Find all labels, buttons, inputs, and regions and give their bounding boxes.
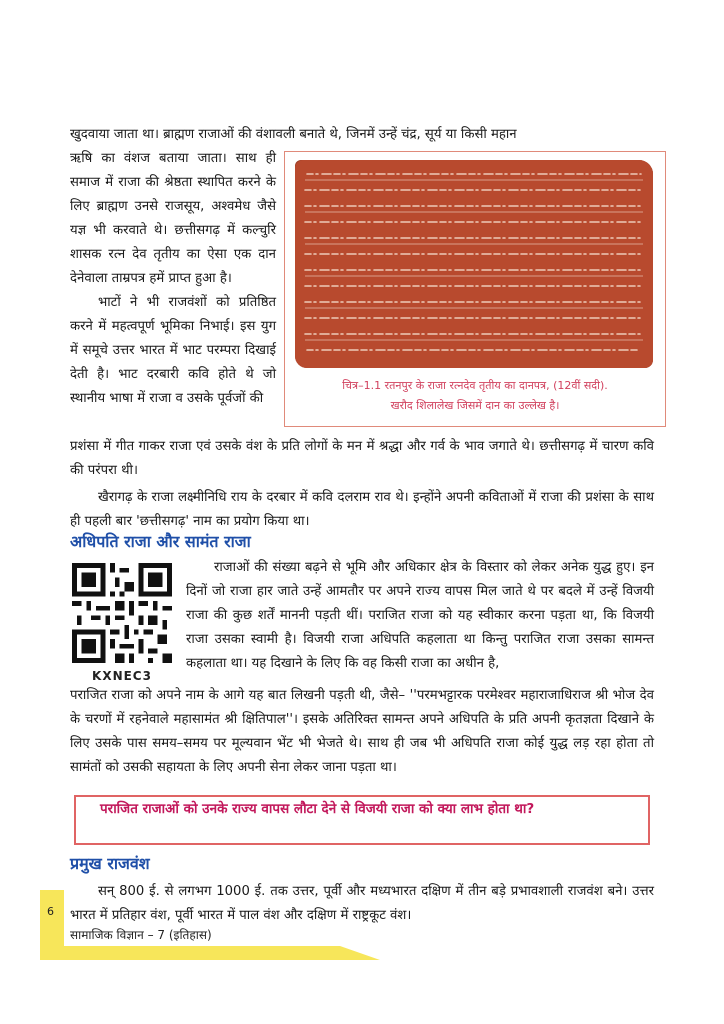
section-heading-pramukh-rajvansh: प्रमुख राजवंश <box>70 854 150 873</box>
footer-book-title: सामाजिक विज्ञान – 7 (इतिहास) <box>70 928 212 942</box>
page-number: 6 <box>47 905 54 918</box>
section-heading-adhipati: अधिपति राजा और सामंत राजा <box>70 532 251 551</box>
paragraph-adhipati-samant: राजाओं की संख्या बढ़ने से भूमि और अधिकार क्षेत्र के विस्तार को लेकर अनेक युद्ध हुए। इन दिनों जो राजा हार जाते उन्हें आमतौर पर अपने राज्य वापस मिल जाते थे पर बदले में उन्हें विजयी राजा की कुछ शर्तें माननी पड़ती थीं। पराजित राजा को यह स्वीकार करना पड़ता था, कि विजयी राजा उसका स्वामी है। विजयी राजा अधिपति कहलाता था किन्तु पराजित राजा उसका सामन्त कहलाता था। यह दिखाने के लिए कि वह किसी राजा का अधीन है, <box>186 560 654 671</box>
paragraph-bhat-continued: प्रशंसा में गीत गाकर राजा एवं उसके वंश के प्रति लोगों के मन में श्रद्धा और गर्व के भाव जगाते थे। छत्तीसगढ़ में चारण कवि की परंपरा थी। <box>70 439 654 478</box>
question-box: पराजित राजाओं को उनके राज्य वापस लौटा देने से विजयी राजा को क्या लाभ होता था? <box>74 795 650 845</box>
caption-line-2: खरौद शिलालेख जिसमें दान का उल्लेख है। <box>390 399 560 412</box>
figure-caption <box>291 376 659 416</box>
qr-code-block[interactable] <box>70 563 174 681</box>
qr-code-label: KXNEC3 <box>92 669 152 683</box>
qr-code-icon[interactable] <box>70 563 174 663</box>
paragraph-khairagarh: खैरागढ़ के राजा लक्ष्मीनिधि राय के दरबार में कवि दलराम राव थे। इन्होंने अपनी कविताओं में राजा की प्रशंसा के साथ ही पहली बार 'छत्तीसगढ़' नाम का प्रयोग किया था। <box>70 490 654 529</box>
paragraph-intro-line: खुदवाया जाता था। ब्राह्मण राजाओं की वंशावली बनाते थे, जिनमें उन्हें चंद्र, सूर्य या किसी महान <box>70 127 517 142</box>
copper-plate-image <box>295 160 653 368</box>
paragraph-vanshavali: ऋषि का वंशज बताया जाता। साथ ही समाज में राजा की श्रेष्ठता स्थापित करने के लिए ब्राह्मण उनसे राजसूय, अश्वमेध जैसे यज्ञ भी करवाते थे। छत्तीसगढ़ में कल्चुरि शासक रत्न देव तृतीय का ऐसा एक दान देनेवाला ताम्रपत्र हमें प्राप्त हुआ है। <box>70 151 276 286</box>
paragraph-samant-duties: पराजित राजा को अपने नाम के आगे यह बात लिखनी पड़ती थी, जैसे– ''परमभट्टारक परमेश्वर महाराजाधिराज श्री भोज देव के चरणों में रहनेवाले महासामंत श्री क्षितिपाल''। इसके अतिरिक्त सामन्त अपने अधिपति के प्रति अपनी कृतज्ञता दिखाने के लिए उसके पास समय–समय पर मूल्यवान भेंट भी भेजते थे। साथ ही जब भी अधिपति राजा कोई युद्ध लड़ रहा होता तो सामंतों को उसकी सहायता के लिए अपनी सेना लेकर जाना पड़ता था। <box>70 688 654 775</box>
footer-underline <box>40 946 380 960</box>
paragraph-bhat: भाटों ने भी राजवंशों को प्रतिष्ठित करने में महत्वपूर्ण भूमिका निभाई। इस युग में समूचे उत्तर भारत में भाट परम्परा दिखाई देती है। भाट दरबारी कवि होते थे जो स्थानीय भाषा में राजा व उसके पूर्वजों की <box>70 295 276 406</box>
caption-line-1: चित्र–1.1 रतनपुर के राजा रत्नदेव तृतीय का दानपत्र, (12वीं सदी). <box>342 379 608 392</box>
paragraph-rajvansh: सन् 800 ई. से लगभग 1000 ई. तक उत्तर, पूर्वी और मध्यभारत दक्षिण में तीन बड़े प्रभावशाली राजवंश बने। उत्तर भारत में प्रतिहार वंश, पूर्वी भारत में पाल वंश और दक्षिण में राष्ट्रकूट वंश। <box>70 884 654 923</box>
inscription-figure <box>284 151 666 427</box>
